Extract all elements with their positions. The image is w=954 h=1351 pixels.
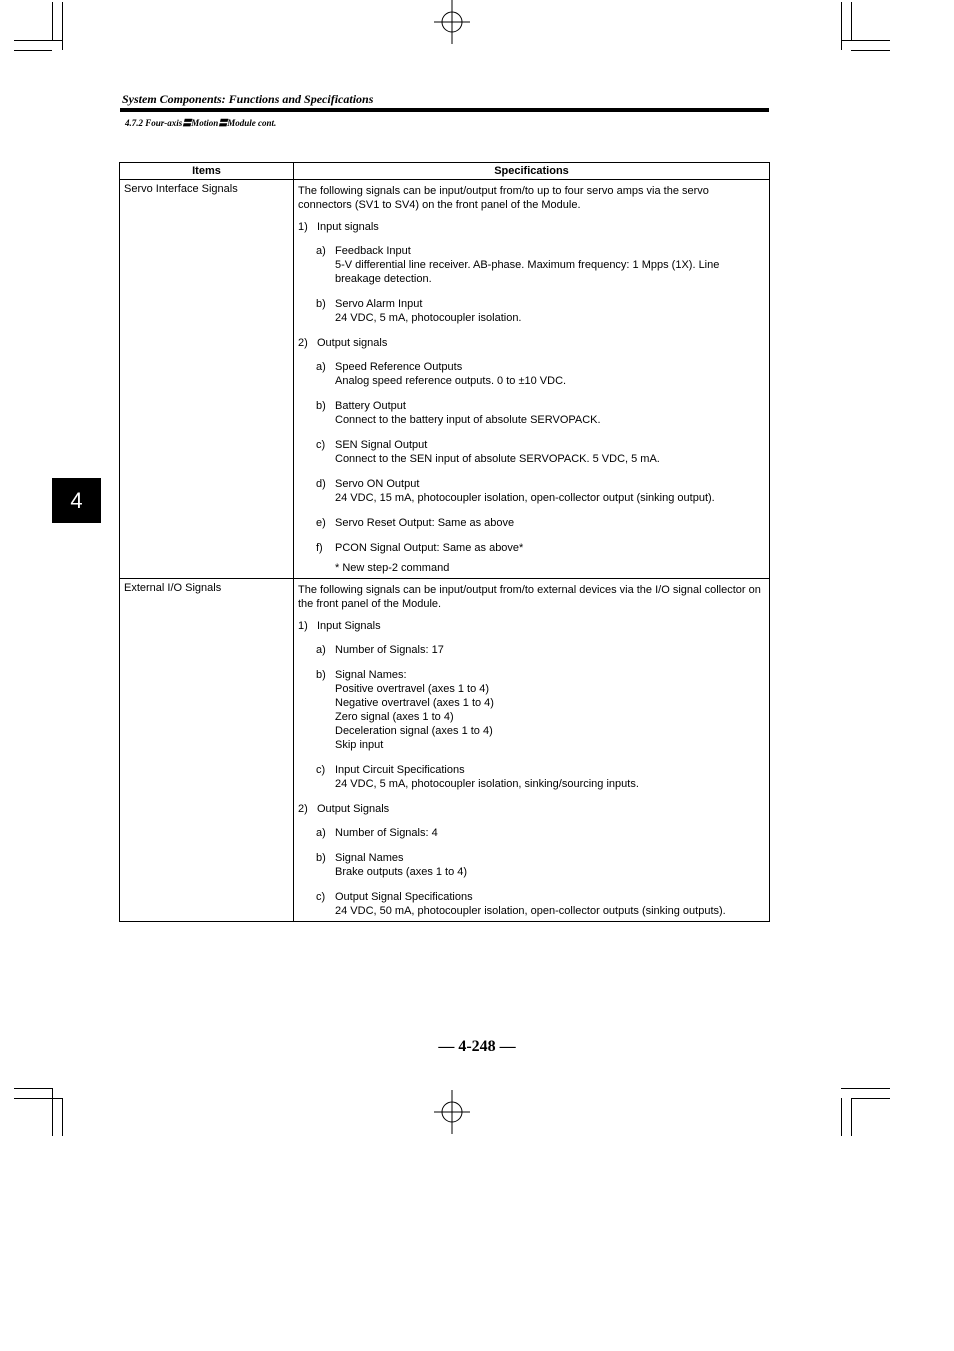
spec-section-heading [298, 802, 765, 816]
subitem-letter: d) [316, 478, 326, 490]
section-title: Output signals [317, 337, 388, 349]
table-header-row [120, 163, 770, 180]
subitem-letter: a) [316, 361, 326, 373]
subitem-letter: a) [316, 644, 326, 656]
subitem-title: Servo Alarm Input [335, 298, 423, 310]
subitem-title: Output Signal Specifications [335, 891, 473, 903]
subitem-detail: 24 VDC, 15 mA, photocoupler isolation, open-collector output (sinking output). [335, 492, 715, 504]
spec-subitem [316, 643, 765, 657]
footnote: * New step-2 command [335, 562, 450, 574]
row-item-label: External I/O Signals [124, 582, 222, 594]
spec-intro: The following signals can be input/output from/to up to four servo amps via the servo connectors (SV1 to SV4) on the front panel of the Module. [298, 185, 709, 211]
subitem-letter: c) [316, 764, 326, 776]
subitem-title: Input Circuit Specifications [335, 764, 465, 776]
subitem-letter: c) [316, 891, 326, 903]
spec-section-heading [298, 619, 765, 633]
subitem-title: Speed Reference Outputs [335, 361, 463, 373]
subitem-detail: Skip input [335, 739, 384, 751]
subitem-detail: 24 VDC, 5 mA, photocoupler isolation, sinking/sourcing inputs. [335, 778, 639, 790]
subitem-detail: Analog speed reference outputs. 0 to ±10 VDC. [335, 375, 567, 387]
section-title: Input signals [317, 221, 379, 233]
column-header-specifications: Specifications [294, 163, 770, 180]
subitem-letter: b) [316, 669, 326, 681]
subitem-title: Battery Output [335, 400, 406, 412]
spec-cell [294, 579, 769, 921]
subitem-title: PCON Signal Output: Same as above* [335, 542, 524, 554]
subitem-detail: Negative overtravel (axes 1 to 4) [335, 697, 494, 709]
section-title: Input Signals [317, 620, 381, 632]
registration-mark-icon [430, 1090, 474, 1134]
section-number: 2) [298, 337, 308, 349]
section-number: 1) [298, 620, 308, 632]
subitem-title: Signal Names [335, 852, 404, 864]
spec-subitem [316, 668, 765, 752]
chapter-tab: 4 [52, 478, 101, 523]
header-rule [120, 108, 769, 112]
header-title: System Components: Functions and Specifications [122, 92, 374, 106]
subitem-title: Number of Signals: 17 [335, 644, 444, 656]
subitem-title: Servo Reset Output: Same as above [335, 517, 515, 529]
spec-section-heading [298, 336, 765, 350]
subitem-letter: c) [316, 439, 326, 451]
table-row [120, 180, 770, 579]
spec-subitem [316, 541, 765, 555]
spec-cell [294, 180, 769, 578]
subitem-letter: b) [316, 298, 326, 310]
spec-subitem [316, 477, 765, 505]
subitem-title: Signal Names: [335, 669, 407, 681]
spec-subitem [316, 399, 765, 427]
subitem-detail: 24 VDC, 5 mA, photocoupler isolation. [335, 312, 522, 324]
spec-subitem [316, 297, 765, 325]
subitem-detail: Positive overtravel (axes 1 to 4) [335, 683, 490, 695]
spec-subitem [316, 826, 765, 840]
subitem-letter: a) [316, 827, 326, 839]
subitem-detail: Connect to the battery input of absolute SERVOPACK. [335, 414, 601, 426]
spec-subitem [316, 890, 765, 918]
spec-section-heading [298, 220, 765, 234]
subitem-letter: e) [316, 517, 326, 529]
subitem-detail: Deceleration signal (axes 1 to 4) [335, 725, 493, 737]
section-title: Output Signals [317, 803, 390, 815]
spec-subitem [316, 516, 765, 530]
subitem-detail: Zero signal (axes 1 to 4) [335, 711, 454, 723]
spec-subitem [316, 851, 765, 879]
subitem-detail: Brake outputs (axes 1 to 4) [335, 866, 468, 878]
spec-subitem [316, 244, 765, 286]
subitem-detail: Connect to the SEN input of absolute SERVOPACK. 5 VDC, 5 mA. [335, 453, 660, 465]
subitem-letter: a) [316, 245, 326, 257]
spec-subitem [316, 360, 765, 388]
spec-subitem [316, 763, 765, 791]
section-number: 2) [298, 803, 308, 815]
subitem-title: Servo ON Output [335, 478, 420, 490]
table-row [120, 579, 770, 922]
spec-table [119, 162, 770, 922]
page-number: — 4-248 — [438, 1038, 516, 1055]
subitem-title: Number of Signals: 4 [335, 827, 438, 839]
subitem-detail: 5-V differential line receiver. AB-phase. Maximum frequency: 1 Mpps (1X). Line breakage detection. [335, 259, 720, 285]
subitem-letter: f) [316, 542, 323, 554]
subitem-letter: b) [316, 852, 326, 864]
section-number: 1) [298, 221, 308, 233]
subitem-title: SEN Signal Output [335, 439, 428, 451]
spec-intro: The following signals can be input/output from/to external devices via the I/O signal collector on the front panel of the Module. [298, 584, 761, 610]
subsection-title: 4.7.2 Four-axis〓Motion〓Module cont. [125, 118, 277, 128]
subitem-detail: 24 VDC, 50 mA, photocoupler isolation, open-collector outputs (sinking outputs). [335, 905, 726, 917]
column-header-items: Items [120, 163, 294, 180]
row-item-label: Servo Interface Signals [124, 183, 238, 195]
spec-subitem [316, 438, 765, 466]
subitem-letter: b) [316, 400, 326, 412]
registration-mark-icon [430, 0, 474, 44]
subitem-title: Feedback Input [335, 245, 411, 257]
